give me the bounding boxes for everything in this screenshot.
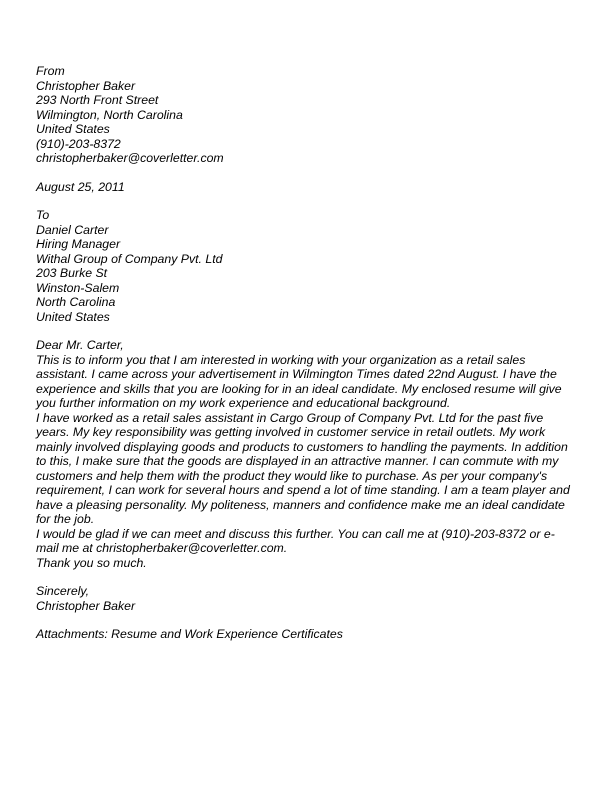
signature-name: Christopher Baker (36, 598, 136, 613)
recipient-country: United States (36, 309, 110, 324)
recipient-name: Daniel Carter (36, 222, 109, 237)
paragraph-line: years. My key responsibility was getting involved in customer service in retail outlets. My work (36, 425, 546, 439)
letter-date-block (36, 180, 566, 195)
paragraph-line: requirement, I can work for several hours and spend a lot of time standing. I am a team player and (36, 483, 570, 497)
paragraph-contact (36, 527, 566, 556)
attachments-block (36, 627, 566, 642)
paragraph-line: I have worked as a retail sales assistant in Cargo Group of Company Pvt. Ltd for the past five (36, 410, 544, 425)
letter-date: August 25, 2011 (36, 179, 125, 194)
recipient-address (36, 208, 566, 324)
attachments-note: Attachments: Resume and Work Experience Certificates (36, 627, 343, 641)
paragraph-line: for the job. (36, 512, 95, 526)
closing-block (36, 584, 566, 613)
valediction: Sincerely, (36, 584, 90, 598)
sender-country: United States (36, 122, 110, 136)
paragraph-line: mail me at christopherbaker@coverletter.com. (36, 541, 288, 555)
paragraph-line: This is to inform you that I am interested in working with your organization as a retail sales (36, 352, 526, 367)
paragraph-intro (36, 353, 566, 411)
recipient-heading: To (36, 208, 50, 222)
sender-city-state: Wilmington, North Carolina (36, 107, 183, 122)
recipient-company: Withal Group of Company Pvt. Ltd (36, 251, 223, 266)
paragraph-line: you further information on my work experience and educational background. (36, 396, 451, 410)
sender-email: christopherbaker@coverletter.com (36, 151, 224, 165)
paragraph-line: have a pleasing personality. My politeness, manners and confidence make me an ideal candidate (36, 497, 565, 512)
sender-address (36, 64, 566, 166)
paragraph-line: customers and help them with the product they would like to purchase. As per your company's (36, 468, 548, 483)
paragraph-line: to this, I make sure that the goods are displayed in an attractive manner. I can commute with my (36, 454, 559, 468)
paragraph-thanks (36, 556, 566, 571)
salutation-block (36, 338, 566, 353)
sender-heading: From (36, 64, 65, 78)
sender-name: Christopher Baker (36, 78, 136, 93)
recipient-title: Hiring Manager (36, 237, 121, 251)
sender-phone: (910)-203-8372 (36, 136, 121, 151)
salutation: Dear Mr. Carter, (36, 338, 124, 352)
paragraph-experience (36, 410, 570, 527)
cover-letter (36, 64, 570, 642)
paragraph-line: experience and skills that you are looking for in an ideal candidate. My enclosed resume will give (36, 381, 562, 396)
recipient-street: 203 Burke St (36, 266, 108, 280)
sender-street: 293 North Front Street (36, 93, 159, 107)
paragraph-line: assistant. I came across your advertisement in Wilmington Times dated 22nd August. I have the (36, 367, 557, 381)
paragraph-line: I would be glad if we can meet and discuss this further. You can call me at (910)-203-8372 or e- (36, 526, 555, 541)
recipient-city: Winston-Salem (36, 280, 120, 295)
recipient-state: North Carolina (36, 295, 116, 309)
paragraph-line: Thank you so much. (36, 555, 147, 570)
paragraph-line: mainly involved displaying goods and products to customers to handling the payments. In addition (36, 439, 568, 454)
